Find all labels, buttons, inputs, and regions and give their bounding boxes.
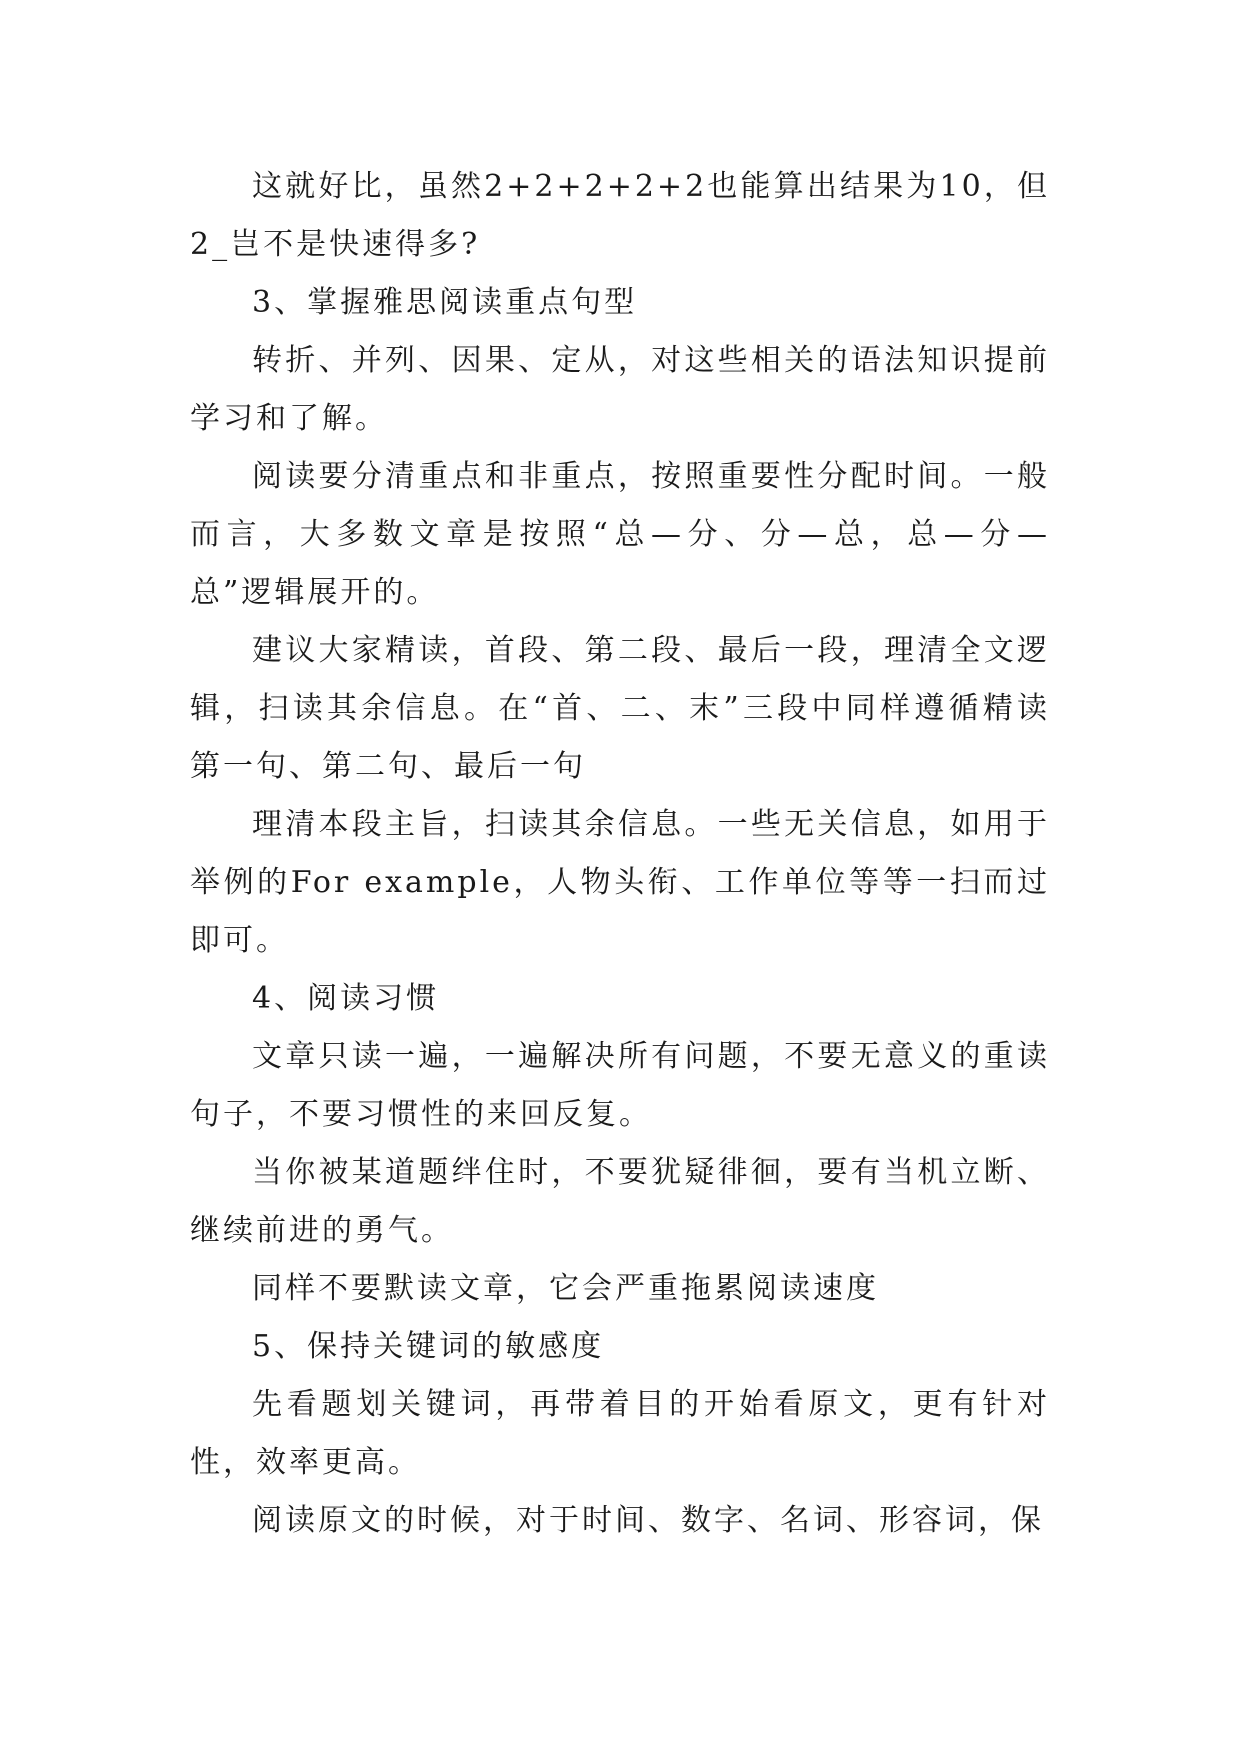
paragraph: 文章只读一遍，一遍解决所有问题，不要无意义的重读句子，不要习惯性的来回反复。 <box>190 1039 1050 1132</box>
section-heading: 5、保持关键词的敏感度 <box>252 1329 605 1364</box>
document-body <box>190 158 1050 1550</box>
paragraph: 建议大家精读，首段、第二段、最后一段，理清全文逻辑，扫读其余信息。在“首、二、末”三段中同样遵循精读第一句、第二句、最后一句 <box>190 633 1050 784</box>
paragraph: 这就好比，虽然2+2+2+2+2也能算出结果为10，但2_岂不是快速得多? <box>190 169 1050 262</box>
paragraph: 先看题划关键词，再带着目的开始看原文，更有针对性，效率更高。 <box>190 1387 1050 1480</box>
paragraph: 阅读原文的时候，对于时间、数字、名词、形容词，保 <box>252 1503 1044 1538</box>
section-heading: 4、阅读习惯 <box>252 981 440 1016</box>
paragraph: 转折、并列、因果、定从，对这些相关的语法知识提前学习和了解。 <box>190 343 1050 436</box>
section-heading: 3、掌握雅思阅读重点句型 <box>252 285 638 320</box>
paragraph: 理清本段主旨，扫读其余信息。一些无关信息，如用于举例的For example，人物头衔、工作单位等等一扫而过即可。 <box>190 807 1050 958</box>
paragraph: 同样不要默读文章，它会严重拖累阅读速度 <box>252 1271 879 1306</box>
paragraph: 阅读要分清重点和非重点，按照重要性分配时间。一般而言，大多数文章是按照“总—分、分—总，总—分—总”逻辑展开的。 <box>190 459 1050 610</box>
paragraph: 当你被某道题绊住时，不要犹疑徘徊，要有当机立断、继续前进的勇气。 <box>190 1155 1050 1248</box>
